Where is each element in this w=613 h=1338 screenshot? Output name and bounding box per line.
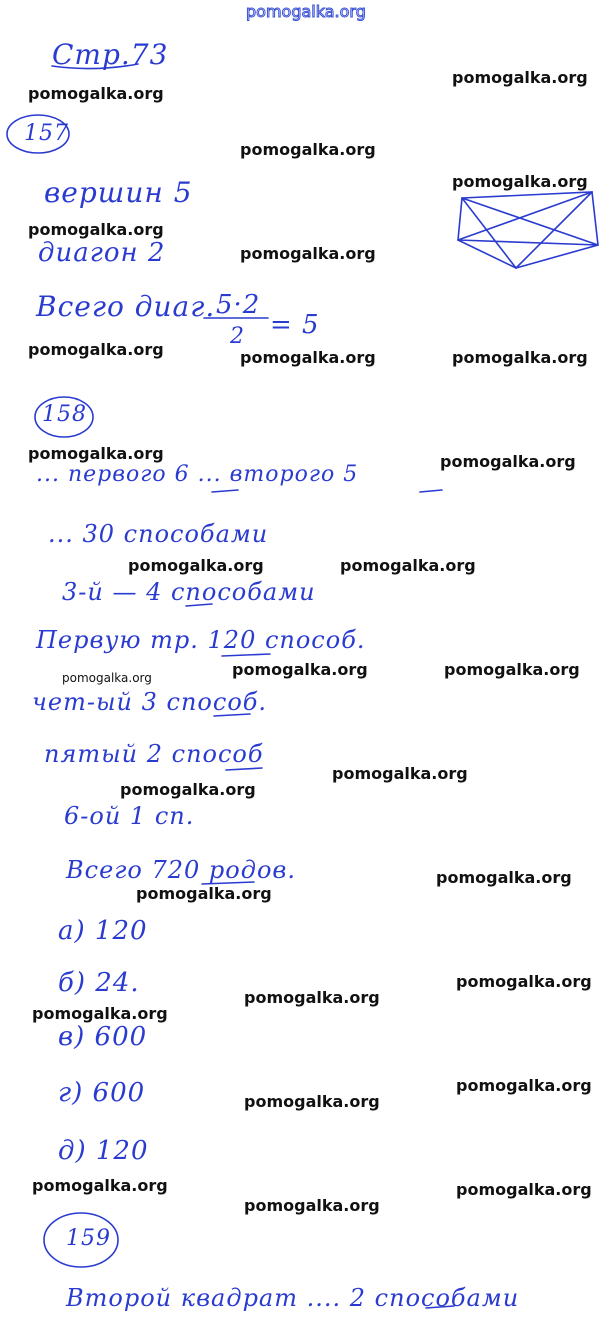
answer-g: г) 600: [58, 1078, 146, 1108]
underline-2: [226, 768, 262, 770]
watermark: pomogalka.org: [244, 1092, 380, 1111]
watermark: pomogalka.org: [440, 452, 576, 471]
p158-line-8: Всего 720 родов.: [66, 856, 296, 884]
problem-159-number: 159: [66, 1226, 111, 1251]
answer-v: в) 600: [58, 1022, 148, 1052]
watermark: pomogalka.org: [28, 220, 164, 239]
circle-159: [44, 1213, 118, 1267]
fraction-result: = 5: [270, 310, 320, 340]
answer-b: б) 24.: [58, 968, 140, 998]
p158-line-5: чет-ый 3 способ.: [32, 688, 268, 716]
watermark: pomogalka.org: [32, 1004, 168, 1023]
header-underline: [52, 64, 138, 69]
pentagon-diagonals-sketch: [458, 192, 598, 268]
watermark: pomogalka.org: [456, 1180, 592, 1199]
circle-157: [7, 115, 69, 153]
answer-d: д) 120: [58, 1136, 149, 1166]
underline-3: [214, 714, 250, 716]
watermark: pomogalka.org: [436, 868, 572, 887]
watermark: pomogalka.org: [332, 764, 468, 783]
watermark: pomogalka.org: [28, 444, 164, 463]
answer-a: а) 120: [58, 916, 148, 946]
watermark-top: pomogalka.org: [246, 2, 366, 21]
p158-line-2: ... 30 способами: [48, 520, 269, 548]
watermark: pomogalka.org: [136, 884, 272, 903]
watermark: pomogalka.org: [32, 1176, 168, 1195]
watermark: pomogalka.org: [240, 140, 376, 159]
watermark: pomogalka.org: [452, 68, 588, 87]
watermark: pomogalka.org: [240, 348, 376, 367]
vertices-line: вершин 5: [44, 176, 193, 209]
watermark: pomogalka.org: [444, 660, 580, 679]
watermark: pomogalka.org: [240, 244, 376, 263]
p158-line-4: Первую тр. 120 способ.: [36, 626, 366, 654]
problem-157-number: 157: [24, 121, 69, 146]
p158-line-1: ... первого 6 ... второго 5: [36, 462, 359, 487]
fraction-denominator: 2: [230, 324, 245, 349]
circle-158: [35, 397, 93, 437]
watermark: pomogalka.org: [456, 1076, 592, 1095]
watermark: pomogalka.org: [28, 84, 164, 103]
p158-line-7: 6-ой 1 сп.: [64, 802, 195, 830]
diagonals-line: диагон 2: [38, 238, 166, 268]
watermark: pomogalka.org: [28, 340, 164, 359]
fraction-numerator: 5·2: [216, 290, 261, 320]
watermark: pomogalka.org: [340, 556, 476, 575]
watermark: pomogalka.org: [456, 972, 592, 991]
underline-4: [186, 604, 212, 606]
p158-line-6: пятый 2 способ: [44, 740, 264, 768]
underline-6: [212, 490, 238, 492]
watermark: pomogalka.org: [120, 780, 256, 799]
watermark: pomogalka.org: [452, 348, 588, 367]
watermark: pomogalka.org: [452, 172, 588, 191]
underline-120: [222, 654, 270, 656]
page-number-label: Стр.73: [52, 38, 169, 71]
watermark: pomogalka.org: [128, 556, 264, 575]
total-diagonals-label: Всего диаг.: [36, 290, 216, 323]
watermark: pomogalka.org: [244, 1196, 380, 1215]
watermark-small: pomogalka.org: [62, 671, 152, 685]
watermark: pomogalka.org: [232, 660, 368, 679]
problem-158-number: 158: [42, 402, 87, 427]
p159-line-1: Второй квадрат .... 2 способами: [66, 1284, 520, 1312]
underline-2-final: [426, 1306, 454, 1308]
p158-line-3: 3-й — 4 способами: [62, 578, 316, 606]
watermark: pomogalka.org: [244, 988, 380, 1007]
underline-5: [420, 490, 442, 492]
